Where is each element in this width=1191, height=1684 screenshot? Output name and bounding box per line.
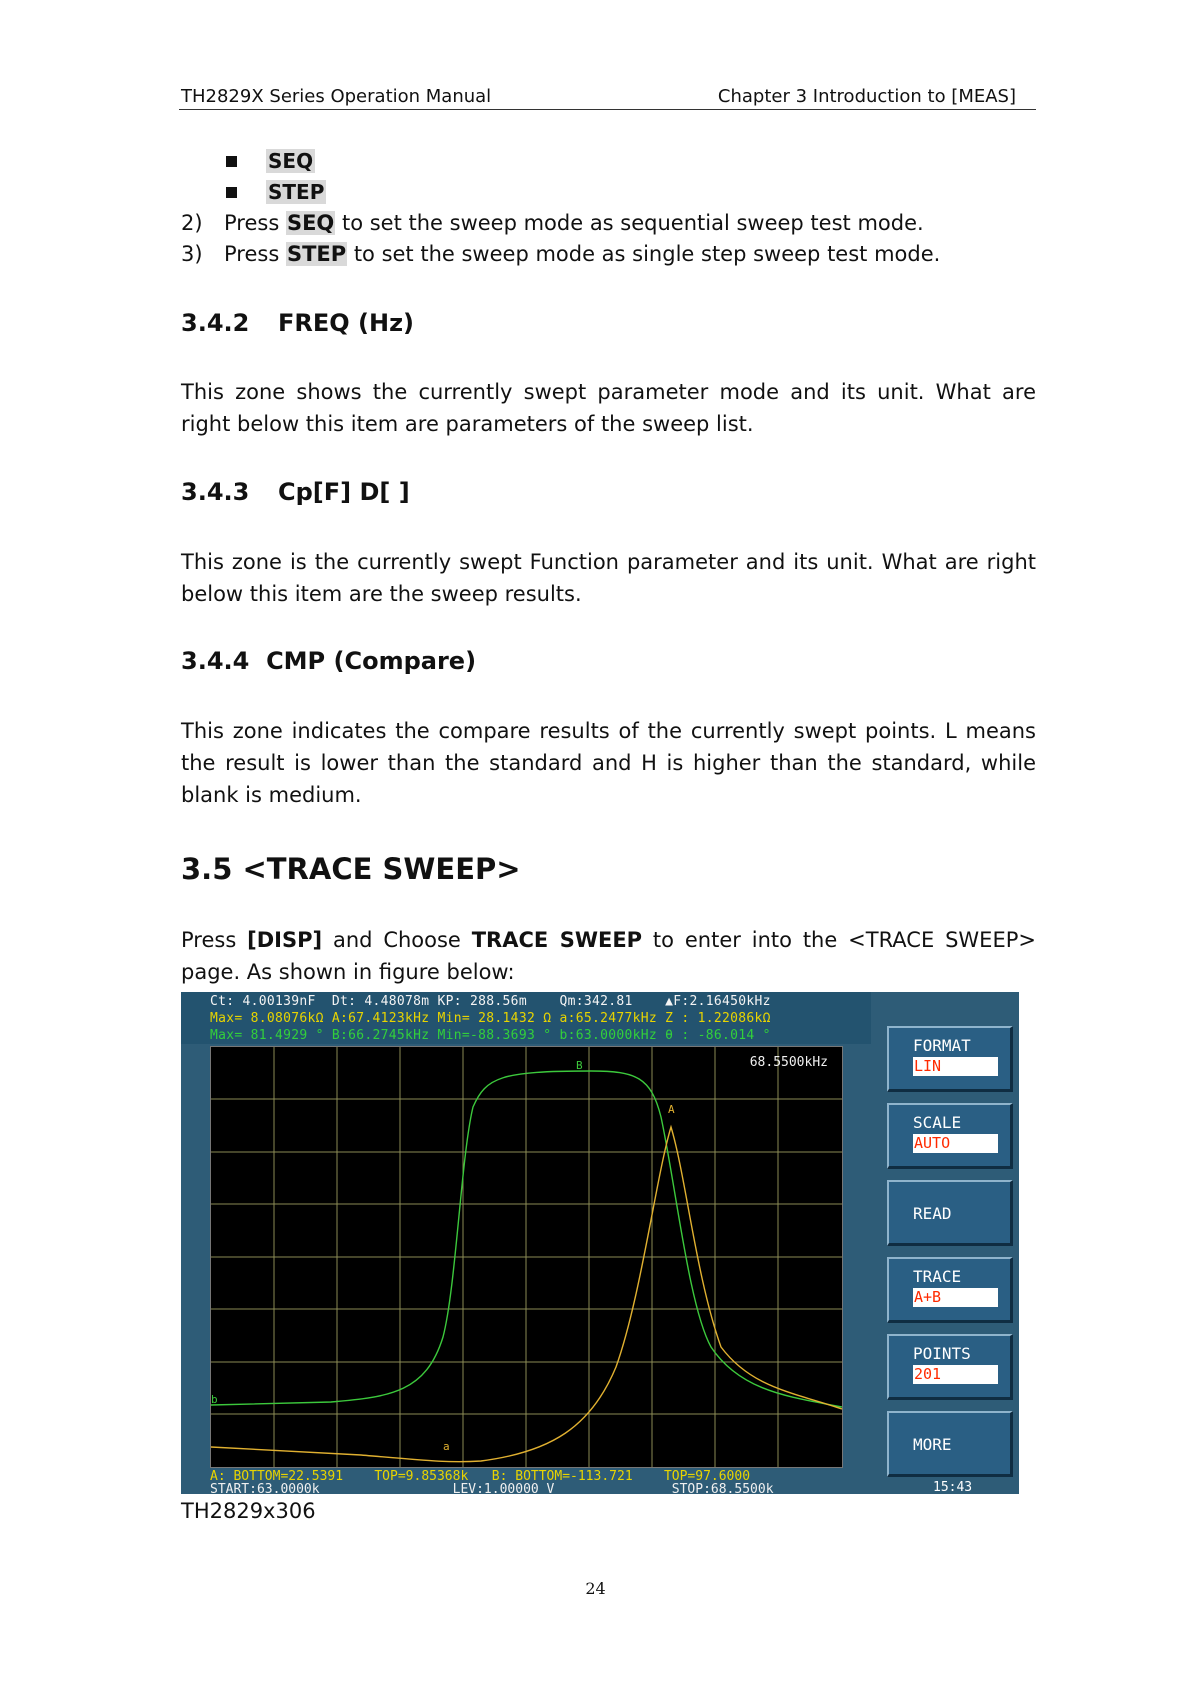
- header-rule: [179, 109, 1036, 110]
- key-label: [DISP]: [247, 928, 323, 952]
- softkey-value: AUTO: [913, 1134, 998, 1153]
- trace-plot-svg: [211, 1047, 842, 1467]
- section-heading: [181, 647, 476, 675]
- clock-readout: 15:43: [933, 1480, 973, 1494]
- section-paragraph: This zone shows the currently swept parameter mode and its unit. What are right below this item are parameters of the sweep list.: [181, 380, 1036, 436]
- readout-line-3: Max= 81.4929 ° B:66.2745kHz Min=-88.3693 ° b:63.0000kHz θ : -86.014 °: [210, 1028, 771, 1043]
- plot-grid: [211, 1047, 842, 1467]
- scale-readout: A: BOTTOM=22.5391 TOP=9.85368k B: BOTTOM=-113.721 TOP=97.6000: [210, 1469, 751, 1484]
- trace-plot: [210, 1046, 843, 1468]
- square-bullet-icon: [226, 156, 237, 167]
- section-paragraph: This zone indicates the compare results of the currently swept points. L means the result is lower than the standard and H is higher than the standard, while blank is medium.: [181, 719, 1036, 807]
- bullet-label: SEQ: [268, 149, 314, 173]
- section-heading: [181, 478, 410, 506]
- sweep-range-readout: START:63.0000k LEV:1.00000 V STOP:68.5500k: [210, 1482, 774, 1494]
- softkey-value: A+B: [913, 1288, 998, 1307]
- marker-b: B: [576, 1059, 583, 1072]
- section-heading: [181, 309, 414, 337]
- square-bullet-icon: [226, 187, 237, 198]
- step-item: [181, 211, 924, 235]
- para-text: Press: [181, 928, 248, 952]
- marker-a: A: [668, 1103, 675, 1116]
- marker-a-lower: a: [443, 1440, 450, 1453]
- softkey-title: SCALE: [913, 1113, 962, 1132]
- section-paragraph: This zone is the currently swept Function parameter and its unit. What are right below this item are the sweep results.: [181, 550, 1036, 606]
- softkey-value: 201: [913, 1365, 998, 1384]
- section-title: FREQ (Hz): [278, 309, 415, 337]
- section-number: 3.4.4: [181, 647, 250, 675]
- step-text: Press: [224, 211, 286, 235]
- section-number: 3.4.3: [181, 478, 250, 506]
- page-number: 24: [585, 1579, 606, 1598]
- softkey-value: LIN: [913, 1057, 998, 1076]
- readout-line-1: Ct: 4.00139nF Dt: 4.48078m KP: 288.56m Qm:342.81 ▲F:2.16450kHz: [210, 994, 771, 1009]
- section-number: 3.4.2: [181, 309, 250, 337]
- softkey-panel: [877, 992, 1019, 1494]
- softkey-scale[interactable]: [887, 1103, 1013, 1169]
- softkey-format[interactable]: [887, 1026, 1013, 1092]
- key-label: TRACE SWEEP: [471, 928, 643, 952]
- softkey-points[interactable]: [887, 1334, 1013, 1400]
- step-text: to set the sweep mode as single step sweep test mode.: [347, 242, 941, 266]
- running-header-title: TH2829X Series Operation Manual: [181, 86, 492, 107]
- marker-b-lower: b: [211, 1393, 218, 1406]
- trace-markers: [211, 1059, 675, 1453]
- step-number: 2): [181, 211, 203, 235]
- softkey-trace[interactable]: [887, 1257, 1013, 1323]
- step-text: Press: [224, 242, 286, 266]
- softkey-title: TRACE: [913, 1267, 962, 1286]
- softkey-read[interactable]: [887, 1180, 1013, 1246]
- running-header-chapter: Chapter 3 Introduction to [MEAS]: [717, 86, 1016, 107]
- softkey-title: MORE: [913, 1435, 952, 1454]
- section-title: CMP (Compare): [266, 647, 477, 675]
- step-item: [181, 242, 940, 266]
- step-number: 3): [181, 242, 203, 266]
- softkey-title: READ: [913, 1204, 952, 1223]
- stop-frequency-label: 68.5500kHz: [749, 1055, 828, 1070]
- figure-caption: TH2829x306: [181, 1499, 316, 1523]
- chapter-section-heading: 3.5 <TRACE SWEEP>: [181, 852, 521, 886]
- section-paragraph: [181, 924, 1036, 988]
- key-label: SEQ: [286, 211, 335, 235]
- key-label: STEP: [286, 242, 347, 266]
- instrument-screenshot: [181, 992, 1019, 1494]
- softkey-more[interactable]: [887, 1411, 1013, 1477]
- readout-line-2: Max= 8.08076kΩ A:67.4123kHz Min= 28.1432 Ω a:65.2477kHz Z : 1.22086kΩ: [210, 1011, 771, 1026]
- step-text: to set the sweep mode as sequential sweep test mode.: [335, 211, 924, 235]
- softkey-title: POINTS: [913, 1344, 971, 1363]
- softkey-title: FORMAT: [913, 1036, 971, 1055]
- para-text: to enter into the <TRACE SWEEP> page. As shown in figure below:: [181, 928, 1036, 984]
- bullet-label: STEP: [268, 180, 325, 204]
- para-text: and Choose: [322, 928, 472, 952]
- section-title: Cp[F] D[ ]: [278, 478, 410, 506]
